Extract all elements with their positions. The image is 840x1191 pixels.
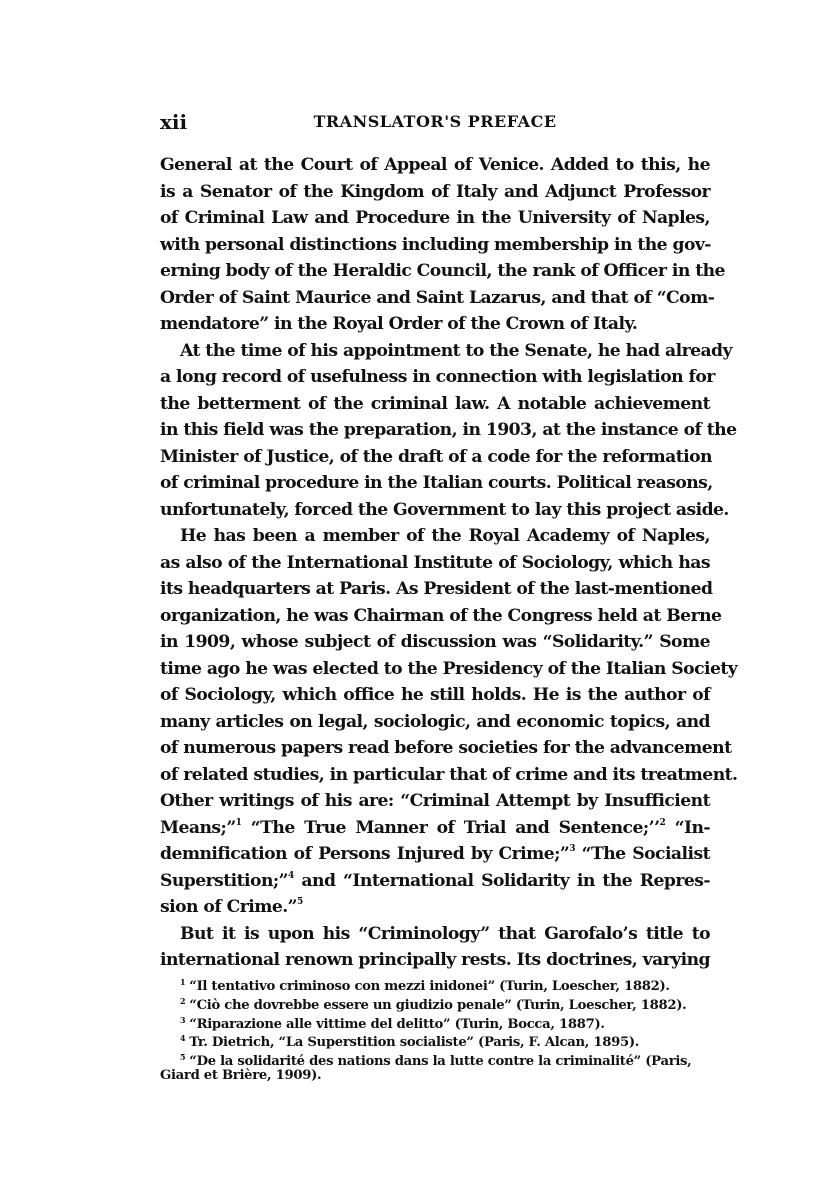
text-line: international renown principally rests. Its doctrines, varying xyxy=(160,950,710,970)
text-line: He has been a member of the Royal Academy of Naples, xyxy=(180,526,710,546)
footnote-text: “Riparazione alle vittime del delitto” (Turin, Bocca, 1887). xyxy=(189,1016,605,1032)
footnote xyxy=(160,1048,710,1070)
text-segment: demnification of Persons Injured by Crime;” xyxy=(160,844,570,864)
text-line: a long record of usefulness in connection with legislation for xyxy=(160,367,715,387)
footnote-ref: 2 xyxy=(659,817,666,828)
text-line xyxy=(160,894,710,921)
page-header xyxy=(160,110,710,136)
footnote xyxy=(160,1029,710,1051)
footnote-continuation: Giard et Brière, 1909). xyxy=(160,1067,322,1083)
footnote-text: “De la solidarité des nations dans la lutte contre la criminalité” (Paris, xyxy=(189,1054,692,1070)
text-line: many articles on legal, sociologic, and economic topics, and xyxy=(160,711,710,732)
text-line: the betterment of the criminal law. A notable achievement xyxy=(160,393,710,414)
text-segment: “In- xyxy=(674,817,711,838)
footnote-text: “Ciò che dovrebbe essere un giudizio penale” (Turin, Loescher, 1882). xyxy=(189,997,687,1013)
text-line: is a Senator of the Kingdom of Italy and Adjunct Professor xyxy=(160,181,710,202)
text-line: of Criminal Law and Procedure in the University of Naples, xyxy=(160,208,710,228)
text-line: Order of Saint Maurice and Saint Lazarus, and that of “Com- xyxy=(160,287,715,308)
text-line: Other writings of his are: “Criminal Attempt by Insufficient xyxy=(160,791,710,811)
text-line: erning body of the Heraldic Council, the rank of Officer in the xyxy=(160,261,725,281)
text-line: unfortunately, forced the Government to lay this project aside. xyxy=(160,499,729,520)
footnotes xyxy=(160,973,710,1086)
text-line xyxy=(160,868,710,895)
text-line: as also of the International Institute of Sociology, which has xyxy=(160,552,710,573)
footnote-mark: 2 xyxy=(180,995,186,1006)
footnote-mark: 4 xyxy=(180,1033,186,1044)
text-line: At the time of his appointment to the Senate, he had already xyxy=(180,340,732,361)
text-line: mendatore” in the Royal Order of the Crown of Italy. xyxy=(160,314,638,334)
body-text xyxy=(160,152,738,974)
text-line: its headquarters at Paris. As President of the last-mentioned xyxy=(160,579,713,599)
text-line: in this field was the preparation, in 1903, at the instance of the xyxy=(160,420,737,440)
text-segment: “The Socialist xyxy=(581,844,710,864)
text-segment: sion of Crime.” xyxy=(160,897,297,917)
text-line: of criminal procedure in the Italian courts. Political reasons, xyxy=(160,473,713,493)
text-line: of Sociology, which office he still holds. He is the author of xyxy=(160,685,710,705)
footnote-mark: 1 xyxy=(180,977,186,987)
footnote xyxy=(160,1011,710,1030)
text-segment: and “International Solidarity in the Repres- xyxy=(301,870,710,891)
footnote-mark: 3 xyxy=(180,1014,186,1025)
footnote-text: Tr. Dietrich, “La Superstition socialiste” (Paris, F. Alcan, 1895). xyxy=(189,1035,640,1051)
text-line: Minister of Justice, of the draft of a code for the reformation xyxy=(160,446,712,467)
footnote-ref: 5 xyxy=(297,897,303,907)
footnote-ref: 1 xyxy=(235,817,242,828)
text-segment: “The True Manner of Trial and Sentence;’’ xyxy=(250,817,660,838)
text-segment: Superstition;” xyxy=(160,870,289,891)
footnote xyxy=(160,992,710,1011)
text-line xyxy=(160,841,710,868)
text-segment: Means;” xyxy=(160,817,236,838)
running-title: TRANSLATOR'S PREFACE xyxy=(313,112,557,131)
text-line xyxy=(160,815,710,842)
page-number: xii xyxy=(160,110,188,134)
text-line: of numerous papers read before societies for the advancement xyxy=(160,738,732,758)
footnote xyxy=(160,973,710,992)
text-line: with personal distinctions including membership in the gov- xyxy=(160,234,711,255)
footnote-ref: 3 xyxy=(569,844,575,854)
text-line: organization, he was Chairman of the Congress held at Berne xyxy=(160,605,722,626)
text-line: time ago he was elected to the Presidency of the Italian Society xyxy=(160,658,738,679)
text-line: of related studies, in particular that of crime and its treatment. xyxy=(160,764,738,785)
text-line: in 1909, whose subject of discussion was “Solidarity.” Some xyxy=(160,632,710,652)
footnote-ref: 4 xyxy=(288,870,294,881)
text-line: General at the Court of Appeal of Venice. Added to this, he xyxy=(160,155,710,175)
footnote-mark: 5 xyxy=(180,1052,186,1063)
text-line: But it is upon his “Criminology” that Garofalo’s title to xyxy=(180,923,710,944)
footnote-text: “Il tentativo criminoso con mezzi inidonei” (Turin, Loescher, 1882). xyxy=(189,979,670,994)
